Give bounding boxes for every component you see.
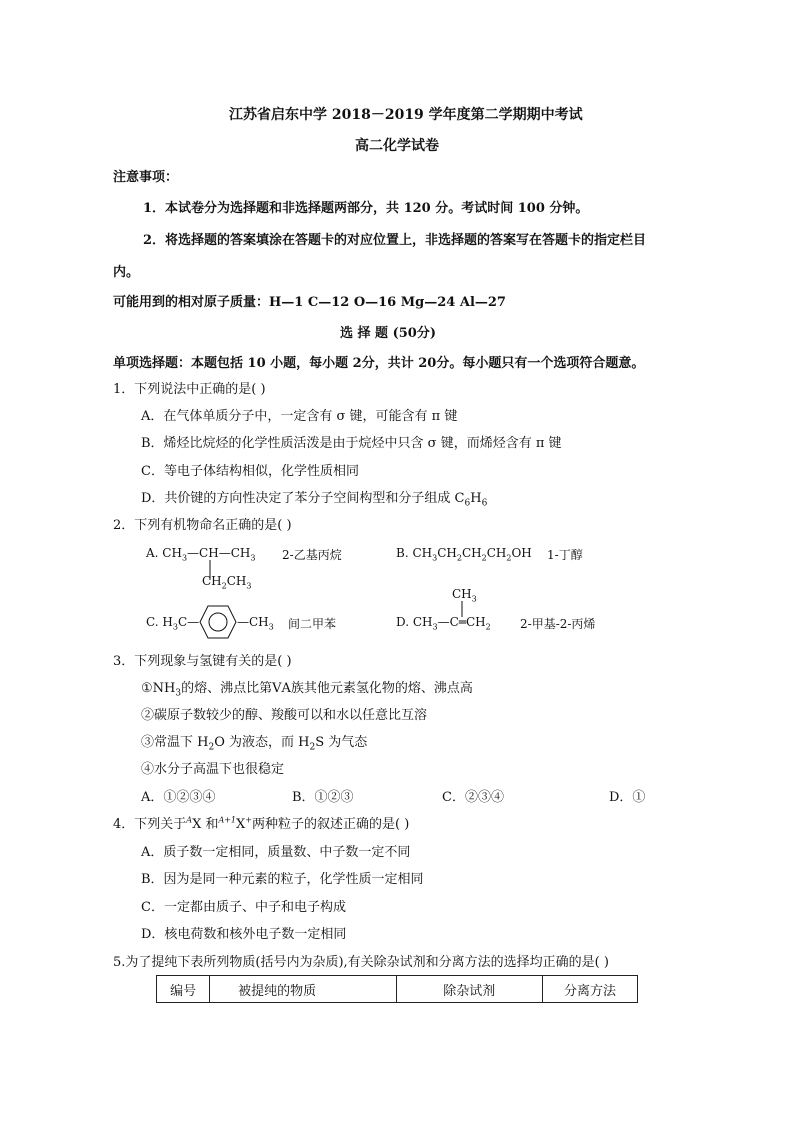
q4-sup2: A+1	[218, 815, 237, 825]
q5-header-method: 分离方法	[542, 976, 637, 1003]
benzene-ring-icon	[198, 604, 238, 640]
exam-title: 江苏省启东中学 2018－2019 学年度第二学期期中考试	[229, 107, 583, 123]
section-intro: 单项选择题：本题包括 10 小题，每小题 2分，共计 20分。每小题只有一个选项符合题意。	[113, 356, 645, 371]
q2-d-top: CH	[452, 587, 472, 601]
q2-a-sub: 3	[181, 553, 188, 563]
q3-item-3	[141, 731, 367, 753]
notes-item-2-line1: 2．将选择题的答案填涂在答题卡的对应位置上，非选择题的答案写在答题卡的指定栏目	[143, 233, 647, 248]
q1-sub2: 6	[481, 498, 488, 509]
q3-option-c: C．②③④	[442, 790, 504, 805]
q2-a-name: 2-乙基丙烷	[282, 548, 342, 562]
q2-d-top-sub: 3	[471, 594, 477, 604]
q5-header-no: 编号	[157, 976, 210, 1003]
q2-b-s3: 2	[481, 553, 487, 563]
q1-option-b: B．烯烃比烷烃的化学性质活泼是由于烷烃中只含 σ 键，而烯烃含有 π 键	[141, 436, 562, 451]
q4-x1: X 和	[192, 817, 219, 832]
q4-option-c: C．一定都由质子、中子和电子构成	[141, 900, 346, 915]
q2-a-branch2: CH	[226, 574, 247, 588]
q2-c-right: —CH	[237, 615, 269, 629]
q1-option-c: C．等电子体结构相似，化学性质相同	[141, 464, 359, 479]
q2-a-sub2: 3	[250, 553, 256, 563]
q4-stem-post: 两种粒子的叙述正确的是( )	[252, 817, 410, 832]
q1-sub1: 6	[464, 498, 471, 509]
q2-c-c: C—	[177, 615, 200, 629]
q2-c-label: C. H	[146, 615, 173, 629]
q2-b-r3: CH	[486, 546, 507, 560]
q1-h: H	[470, 491, 482, 506]
q2-c-name: 间二甲苯	[288, 617, 337, 631]
q5-header-reagent: 除杂试剂	[396, 976, 542, 1003]
notes-item-1: 1．本试卷分为选择题和非选择题两部分，共 120 分。考试时间 100 分钟。	[143, 201, 589, 216]
q2-d-mid: —C═CH	[437, 615, 486, 629]
q2-option-c-right	[237, 615, 274, 631]
q2-b-r1: CH	[437, 546, 457, 560]
q4-option-a: A．质子数一定相同，质量数、中子数一定不同	[141, 845, 411, 860]
table-row	[157, 976, 638, 1003]
q3-option-d: D．①	[609, 790, 646, 805]
q4-option-b: B．因为是同一种元素的粒子，化学性质一定相同	[141, 872, 424, 887]
q5-header-substance: 被提纯的物质	[210, 976, 396, 1003]
q2-option-d-top	[452, 587, 477, 603]
q5-table	[156, 975, 638, 1003]
q3-option-b: B．①②③	[292, 790, 354, 805]
q2-c-sub2: 3	[268, 622, 274, 632]
q4-stem-pre: 4．下列关于	[113, 817, 187, 832]
q2-d-label: D. CH	[396, 615, 433, 629]
exam-subtitle: 高二化学试卷	[355, 138, 439, 154]
q2-option-c-left	[146, 615, 199, 631]
q2-b-s4: 2	[506, 553, 512, 563]
q2-option-b	[396, 546, 532, 562]
q2-a-label: A. CH	[146, 546, 182, 560]
q3-i3-sub2: 2	[309, 742, 316, 753]
q3-i1-sub: 3	[175, 688, 182, 699]
q3-option-a: A．①②③④	[141, 790, 216, 805]
q2-option-a-branch	[202, 574, 252, 590]
q3-i3-post: S 为气态	[315, 735, 368, 750]
q3-i1-post: 的熔、沸点比第ⅤA族其他元素氢化物的熔、沸点高	[181, 681, 473, 696]
q2-b-name: 1-丁醇	[547, 548, 583, 562]
q2-a-branch1: CH	[202, 574, 222, 588]
q2-option-d-main	[396, 615, 491, 631]
q1-option-d-text: D．共价键的方向性决定了苯分子空间构型和分子组成 C	[141, 491, 465, 506]
q2-b-text: B. CH	[396, 546, 433, 560]
q2-d-sub: 3	[432, 622, 438, 632]
q2-c-sub: 3	[172, 622, 178, 632]
q2-d-name: 2-甲基-2-丙烯	[520, 617, 596, 631]
q4-option-d: D．核电荷数和核外电子数一定相同	[141, 927, 347, 942]
notes-heading: 注意事项：	[113, 170, 179, 185]
q1-option-a: A．在气体单质分子中，一定含有 σ 键，可能含有 π 键	[141, 409, 458, 424]
q2-b-s1: 3	[432, 553, 438, 563]
q3-i1-pre: ①NH	[141, 681, 176, 696]
q3-i3-sub: 2	[208, 742, 215, 753]
q4-x2: X	[236, 817, 246, 832]
q2-a-branch-sub1: 2	[221, 581, 227, 591]
q3-i3-pre: ③常温下 H	[141, 735, 209, 750]
q4-sup3: +	[245, 815, 252, 825]
notes-item-2-line2: 内。	[113, 265, 140, 280]
q2-a-branch-sub2: 3	[246, 581, 252, 591]
q2-option-a-main	[146, 546, 255, 562]
q2-b-r2: CH	[461, 546, 482, 560]
q1-stem: 1．下列说法中正确的是( )	[113, 382, 266, 397]
q3-item-1	[141, 677, 473, 699]
q3-stem: 3．下列现象与氢键有关的是( )	[113, 654, 292, 669]
q5-stem: 5.为了提纯下表所列物质(括号内为杂质),有关除杂试剂和分离方法的选择均正确的是( )	[113, 955, 609, 970]
q2-a-rest: —CH—CH	[187, 546, 251, 560]
atomic-mass-line: 可能用到的相对原子质量：H—1 C—12 O—16 Mg—24 Al—27	[113, 295, 506, 310]
q4-stem	[113, 813, 409, 832]
q3-item-4: ④水分子高温下也很稳定	[141, 762, 285, 777]
q2-stem: 2．下列有机物命名正确的是( )	[113, 518, 292, 533]
q2-b-oh: OH	[511, 546, 532, 560]
section-title: 选 择 题 (50分)	[340, 326, 436, 341]
q2-d-sub2: 2	[485, 622, 491, 632]
q1-option-d	[141, 487, 487, 509]
q4-sup1: A	[186, 815, 193, 825]
q3-item-2: ②碳原子数较少的醇、羧酸可以和水以任意比互溶	[141, 708, 428, 723]
q3-i3-mid: O 为液态，而 H	[214, 735, 310, 750]
q2-b-s2: 2	[456, 553, 462, 563]
